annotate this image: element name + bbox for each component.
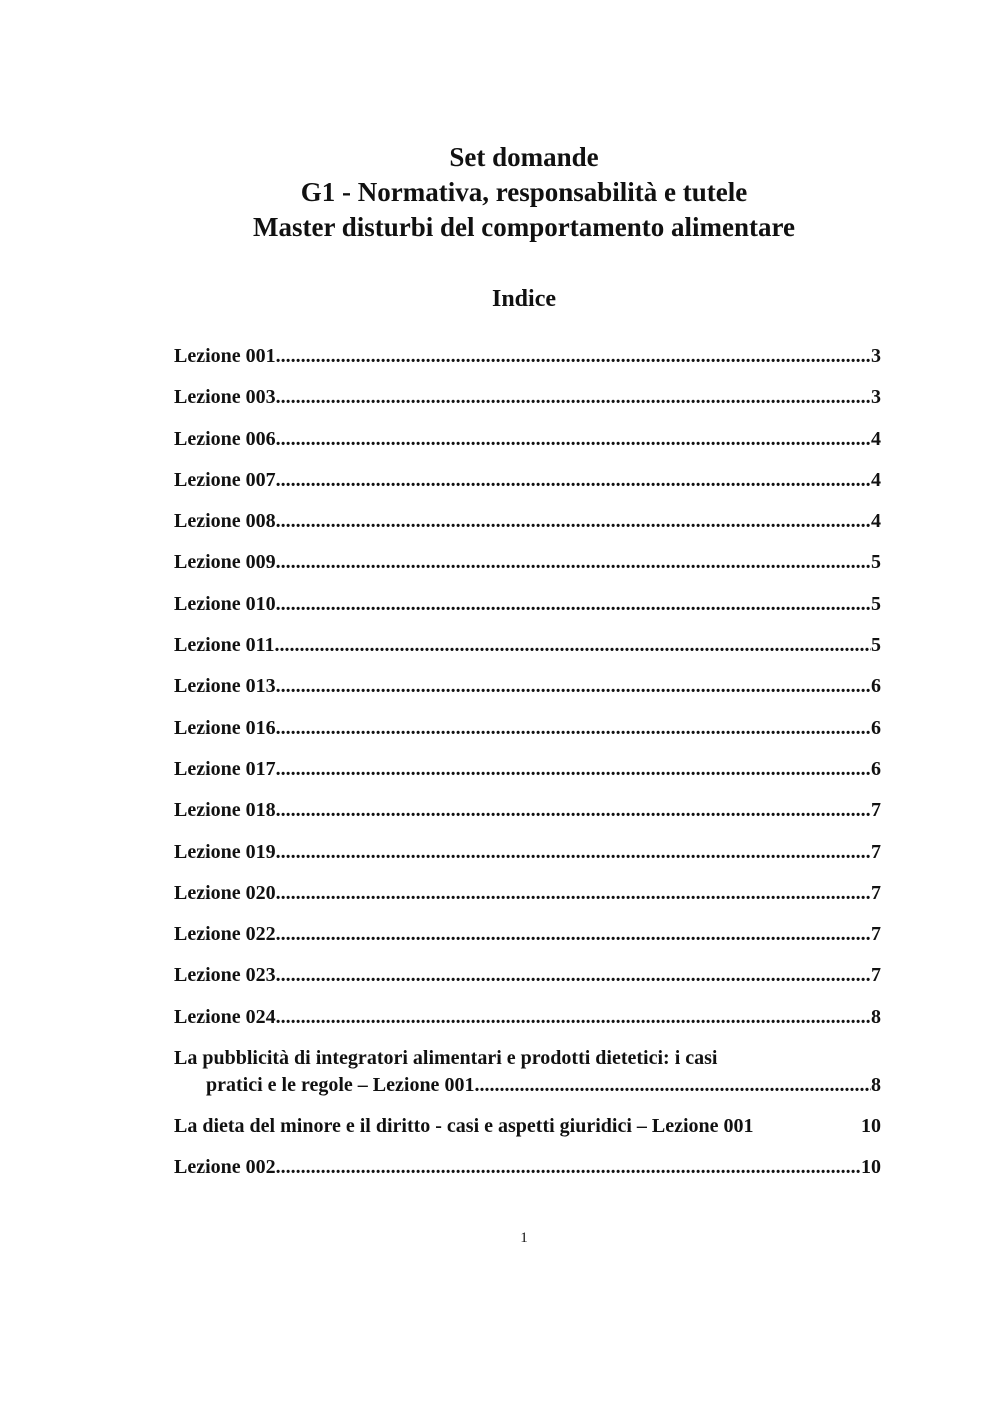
- toc-dot-leader: [276, 426, 871, 453]
- toc-dot-leader: [276, 756, 871, 783]
- toc-entry-label: Lezione 003: [174, 386, 276, 409]
- toc-dot-leader: [276, 839, 871, 866]
- toc-entry-label-line-1: La pubblicità di integratori alimentari e prodotti dietetici: i casi: [174, 1047, 718, 1070]
- toc-entry-label: Lezione 001: [174, 345, 276, 367]
- toc-entry-page: 5: [871, 634, 881, 657]
- toc-entry[interactable]: [174, 632, 881, 673]
- toc-entry-label: Lezione 023: [174, 964, 276, 987]
- toc-dot-leader: [276, 508, 871, 535]
- toc-entry-page: 4: [871, 468, 881, 491]
- toc-entry-second-line: [174, 1072, 881, 1099]
- toc-entry-page: 10: [861, 1115, 881, 1138]
- toc-entry-label: Lezione 019: [174, 840, 276, 863]
- toc-dot-leader: [275, 632, 871, 659]
- toc-dot-leader: [276, 1154, 861, 1181]
- page-number: 1: [520, 1230, 528, 1246]
- toc-entry-label: Lezione 006: [174, 427, 276, 450]
- toc-entry-pubblicita[interactable]: [174, 1045, 881, 1099]
- toc-dot-leader: [276, 715, 871, 742]
- toc-entry[interactable]: [174, 384, 881, 425]
- toc-entry-dieta-minore[interactable]: [174, 1113, 881, 1154]
- toc-entry-page: 8: [871, 1005, 881, 1028]
- toc-entry-label: Lezione 008: [174, 510, 276, 533]
- toc-entry[interactable]: [174, 756, 881, 797]
- toc-entry-page: 7: [871, 964, 881, 987]
- toc-dot-leader: [276, 673, 871, 700]
- toc-entry[interactable]: [174, 921, 881, 962]
- table-of-contents: [174, 343, 881, 1196]
- toc-entry[interactable]: [174, 343, 881, 384]
- toc-entry-page: 10: [861, 1156, 881, 1179]
- toc-entry-page: 4: [871, 510, 881, 533]
- toc-entry-page: 7: [871, 923, 881, 946]
- toc-entry-label: Lezione 009: [174, 551, 276, 574]
- title-line-1: Set domande: [449, 142, 599, 172]
- toc-entry-label: Lezione 002: [174, 1156, 276, 1179]
- toc-entry-page: 6: [871, 675, 881, 698]
- toc-entry-page: 3: [871, 386, 881, 409]
- toc-entry-label: Lezione 018: [174, 799, 276, 822]
- toc-dot-leader: [276, 591, 871, 618]
- toc-entry-label: Lezione 020: [174, 881, 276, 904]
- toc-dot-leader: [276, 1004, 871, 1031]
- toc-entry-page: 5: [871, 551, 881, 574]
- toc-entry[interactable]: [174, 880, 881, 921]
- toc-entry-label: Lezione 022: [174, 923, 276, 946]
- toc-dot-leader: [276, 549, 871, 576]
- toc-entry-label: Lezione 024: [174, 1005, 276, 1028]
- toc-entry[interactable]: [174, 797, 881, 838]
- toc-entry-label-line-2: pratici e le regole – Lezione 001: [206, 1074, 475, 1097]
- toc-entry-page: 7: [871, 881, 881, 904]
- title-line-2: G1 - Normativa, responsabilità e tutele: [300, 177, 748, 207]
- toc-entry-label: Lezione 016: [174, 716, 276, 739]
- toc-dot-leader: [276, 384, 871, 411]
- toc-dot-leader: [276, 467, 871, 494]
- toc-entry-label: La dieta del minore e il diritto - casi e aspetti giuridici – Lezione 001: [174, 1115, 754, 1138]
- toc-entry[interactable]: [174, 591, 881, 632]
- toc-entry[interactable]: [174, 508, 881, 549]
- toc-entry-page: 6: [871, 716, 881, 739]
- toc-entry-label: Lezione 013: [174, 675, 276, 698]
- toc-entry-label: Lezione 011: [174, 634, 275, 657]
- toc-entry[interactable]: [174, 715, 881, 756]
- toc-entry-page: 3: [871, 345, 881, 367]
- toc-dot-leader: [276, 880, 871, 907]
- toc-dot-leader: [276, 797, 871, 824]
- toc-entry-label: Lezione 007: [174, 468, 276, 491]
- toc-entry-label: Lezione 017: [174, 757, 276, 780]
- toc-entry[interactable]: [174, 426, 881, 467]
- toc-dot-leader: [276, 921, 871, 948]
- toc-entry[interactable]: [174, 673, 881, 714]
- title-line-3: Master disturbi del comportamento alimentare: [253, 212, 795, 242]
- toc-entry-page: 8: [871, 1074, 881, 1097]
- toc-entry[interactable]: [174, 839, 881, 880]
- toc-dot-leader: [276, 343, 871, 370]
- toc-dot-leader: [276, 962, 871, 989]
- toc-entry-page: 6: [871, 757, 881, 780]
- document-title: [0, 140, 1000, 245]
- toc-entry[interactable]: [174, 1154, 881, 1195]
- toc-entry-page: 5: [871, 592, 881, 615]
- toc-entry[interactable]: [174, 962, 881, 1003]
- toc-dot-leader: [474, 1072, 871, 1099]
- toc-entry-label: Lezione 010: [174, 592, 276, 615]
- toc-entry-page: 4: [871, 427, 881, 450]
- toc-entry-page: 7: [871, 799, 881, 822]
- toc-entry[interactable]: [174, 467, 881, 508]
- toc-entry[interactable]: [174, 1004, 881, 1045]
- toc-entry[interactable]: [174, 549, 881, 590]
- toc-heading: Indice: [491, 286, 556, 312]
- toc-entry-page: 7: [871, 840, 881, 863]
